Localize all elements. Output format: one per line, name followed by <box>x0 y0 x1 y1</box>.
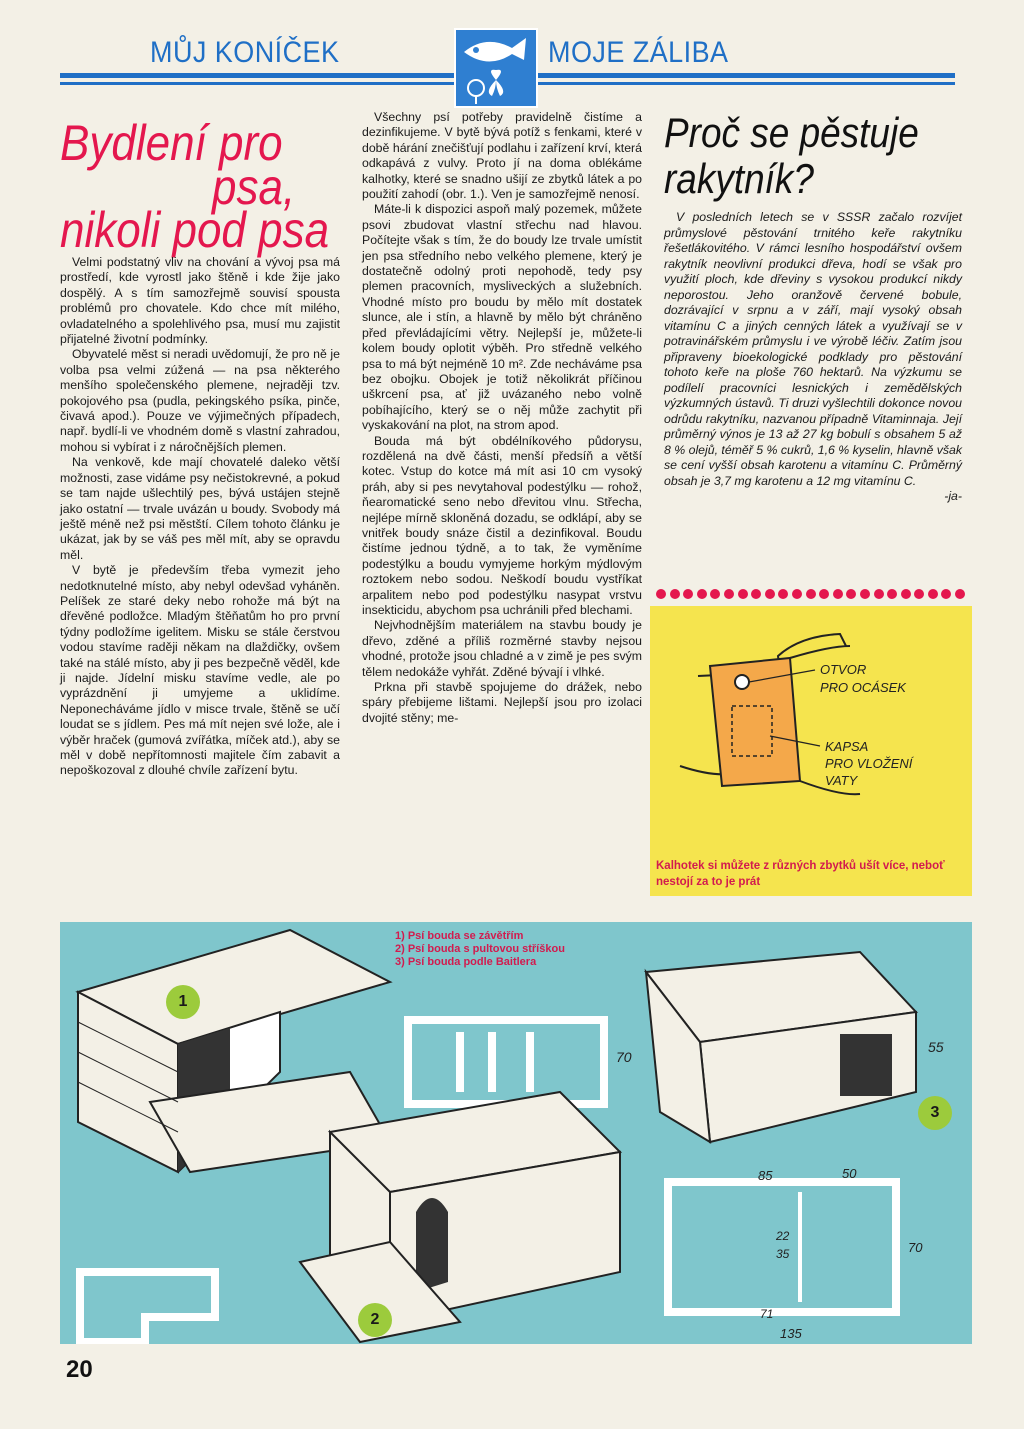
dim-50: 50 <box>842 1166 857 1181</box>
sketch-label-2b: PRO VLOŽENÍ <box>825 756 913 771</box>
paragraph: Obyvatelé měst si neradi uvědomují, že pro ně je volba psa velmi zúžená — na psa některého menšího společenského plemene, nejraději tzv. pokojového psa (pudla, pekingského psíka, pinče, čivavá apod.). Pouze ve výjimečných případech, např. bydlí-li ve vhodném domě s vlastní zahradou, mohou si vybírat i z náročnějších plemen. <box>60 347 340 454</box>
divider-dot <box>697 589 707 599</box>
divider-dot <box>846 589 856 599</box>
divider-dot <box>874 589 884 599</box>
article2-body <box>664 210 962 505</box>
paragraph: Prkna při stavbě spojujeme do drážek, nebo spáry přebijeme lištami. Nejlepší jsou pro izolaci dvojité stěny; me- <box>362 680 642 725</box>
article1-title-line3: nikoli pod psa <box>60 202 330 258</box>
divider-dot <box>738 589 748 599</box>
divider-dot <box>887 589 897 599</box>
header-left-title: MŮJ KONÍČEK <box>150 36 340 69</box>
divider-dot <box>656 589 666 599</box>
dotted-divider <box>656 586 971 602</box>
divider-dot <box>955 589 965 599</box>
legend-item: 3) Psí bouda podle Baitlera <box>395 956 537 968</box>
divider-dot <box>914 589 924 599</box>
paragraph: Bouda má být obdélníkového půdorysu, rozdělená na dvě části, menší předsíň a větší kotec. Vstup do kotce má mít asi 10 cm vysoký práh, aby si pes nevytahoval podestýlku — rohož, ňearomatické seno nebo dřevitou vlnu. Střecha, nejlépe mírně skloněná dozadu, se odklápí, aby se vnitřek boudy snáze čistil a dezinfikoval. Boudu čistíme jednou týdně, a to tak, že vyměníme podestýlku a boudu vymyjeme horkým mýdlovým roztokem nebo sodou. Neškodí boudu vystříkat arpalitem nebo pod podestýlku nasypat vrstvu insekticidu, abychom psa uchránili před blechami. <box>362 433 642 617</box>
dim-35: 35 <box>776 1247 790 1261</box>
divider-dot <box>751 589 761 599</box>
fish-butterfly-icon <box>456 30 536 106</box>
dim-55: 55 <box>928 1039 944 1055</box>
dim-135: 135 <box>780 1326 802 1341</box>
paragraph: V posledních letech se v SSSR začalo rozvíjet průmyslové pěstování trnitého keře rakytníku řešetlákovitého. V rámci lesního hospodářství ovšem rakytník neovlivní produkci dřeva, hodí se však pro využití ploch, kde dřeviny s vysokou produkcí nikdy neporostou. Jeho oranžově červené bobule, dozrávající v srpnu a v září, mají vysoký obsah vitamínu C a jiných cenných látek a využívají se v potravinářském průmyslu i ve výrobě léčiv. Zatím jsou připraveny bioekologické podklady pro pěstování tohoto keře na ploše 760 hektarů. Na výzkumu se podílelí pracovníci lesnických i zemědělských výzkumných ústavů. Ti druzi vyšlechtili dokonce novou odrůdu rakytníku, nazvanou případně Vitaminnaja. Její průměrný výnos je 13 až 27 kg bobulí s obsahem 5 až 8 % olejů, téměř 5 % cukrů, 1,6 % kyselin, hlavně však se cení vyšší obsah karotenu a vitamínu C. Průměrný obsah je 3,7 mg karotenu a 12 mg vitamínu C. <box>664 210 962 488</box>
figure-number-1: 1 <box>166 985 200 1019</box>
paragraph: Velmi podstatný vliv na chování a vývoj psa má prostředí, kde vyrostl jako štěně i kde žije jako dospělý. A s tím samozřejmě souvisí spousta problémů pro chovatele. Kdo chce mít milého, ovladatelného a spolehlivého psa, musí mu zajistit přijatelné životní podmínky. <box>60 255 340 347</box>
dog-panties-sketch <box>650 606 972 856</box>
doghouse-3-drawing <box>646 952 944 1142</box>
panties-sketch-panel <box>650 606 972 896</box>
dim-70b: 70 <box>908 1240 923 1255</box>
divider-dot <box>833 589 843 599</box>
signature: -ja- <box>944 489 962 503</box>
figure-number-2: 2 <box>358 1303 392 1337</box>
divider-dot <box>724 589 734 599</box>
doghouse-2-drawing <box>300 1092 620 1342</box>
divider-dot <box>941 589 951 599</box>
divider-dot <box>901 589 911 599</box>
article2-title-line2: rakytník? <box>664 155 814 202</box>
divider-dot <box>765 589 775 599</box>
legend-item: 1) Psí bouda se závětřím <box>395 930 524 942</box>
figure-legend <box>395 930 595 969</box>
doghouse-figures-panel <box>60 922 972 1344</box>
dim-85: 85 <box>758 1168 773 1183</box>
article1-column-2 <box>362 110 642 726</box>
sketch-caption: Kalhotek si můžete z různých zbytků ušít více, neboť nestojí za to je prát <box>656 860 945 888</box>
article1-column-1 <box>60 255 340 779</box>
doghouse-drawings <box>60 922 972 1344</box>
sketch-label-1a: OTVOR <box>820 662 867 677</box>
divider-dot <box>928 589 938 599</box>
divider-dot <box>792 589 802 599</box>
sketch-label-2a: KAPSA <box>825 739 869 754</box>
divider-dot <box>806 589 816 599</box>
section-logo <box>454 28 538 108</box>
paragraph: Na venkově, kde mají chovatelé daleko větší možnosti, zase vidáme psy nečistokrevné, a pokud se tam najde ušlechtilý pes, bývá ustájen stejně jako ostatní — trvale uvázán u boudy. Svobody má ještě méně než psi městští. Cílem tohoto článku je ukázat, jak by se váš pes měl mít, aby se opravdu měl. <box>60 455 340 562</box>
header-right-title: MOJE ZÁLIBA <box>548 36 729 69</box>
figure-number-3: 3 <box>918 1096 952 1130</box>
paragraph: Nejvhodnějším materiálem na stavbu boudy je dřevo, zděné a příliš rozměrné stavby nejsou vhodné, protože jsou chladné a v zimě je pes svým tělem nedokáže vyhřát. Zděné bývají i vlhké. <box>362 618 642 679</box>
dim-70: 70 <box>616 1049 632 1065</box>
sketch-label-1b: PRO OCÁSEK <box>820 680 906 695</box>
legend-item: 2) Psí bouda s pultovou stříškou <box>395 943 565 955</box>
divider-dot <box>860 589 870 599</box>
article1-title-line1: Bydlení pro <box>60 115 283 171</box>
page-number: 20 <box>66 1356 93 1383</box>
dim-22: 22 <box>776 1229 790 1243</box>
paragraph: Máte-li k dispozici aspoň malý pozemek, můžete psovi zbudovat vlastní střechu nad hlavou. Počítejte však s tím, že do boudy lze trvale umístit jen psa středního nebo velkého plemene, který je dostatečně odolný proti nepohodě, tedy psy plemen pracovních, mysliveckých a služebních. Vhodné místo pro boudu by mělo mít dostatek slunce, ale i stín, a hlavně by mělo být chráněno před převládajícími větry. Nejlepší je, můžete-li kolem boudy oplotit výběh. Pro středně velkého psa to má být nejméně 10 m². Zde necháváme psa bez obojku. Obojek je totiž několikrát příčinou uškrcení psa, ať již uvázaného nebo volně pobíhajícího, který se o něj může zachytit při vyskakování na plot, na strom apod. <box>362 202 642 433</box>
article1-title-line2: psa, <box>212 159 296 215</box>
paragraph: Všechny psí potřeby pravidelně čistíme a dezinfikujeme. V bytě bývá potíž s fenkami, které v době hárání znečišťují podlahu i zařízení krví, která odkapává z vulvy. Proto jí na doma oblékáme kalhotky, které se snadno ušijí ze zbytků látek a po použití zahodí (obr. 1.). Ven je samozřejmě nenosí. <box>362 110 642 202</box>
divider-dot <box>778 589 788 599</box>
paragraph: V bytě je především třeba vymezit jeho nedotknutelné místo, aby nebyl odevšad vyháněn. Pelíšek ze staré deky nebo rohože má být na dřevěné podložce. Mladým štěňatům ho pro první týdny podložíme igelitem. Misku se stále čerstvou vodou stavíme raději někam na dlaždičky, ovšem také na stálé místo, aby ji pes bezpečně věděl, kde ji najde. Jídelní misku stavíme vedle, ale po vyprázdnění ji umyjeme a uklidíme. Neponecháváme jídlo v misce trvale, štěně se učí loudat se s jídlem. Pes má mít nejen své lože, ale i výběr hraček (gumová zvířátka, míček atd.), aby se měl v době nepřítomnosti majitele čím zabavit a nepoškozoval z dlouhé chvíle zařízení bytu. <box>60 563 340 778</box>
divider-dot <box>710 589 720 599</box>
dim-71: 71 <box>760 1307 774 1321</box>
divider-dot <box>670 589 680 599</box>
sketch-label-2c: VATY <box>825 773 858 788</box>
divider-dot <box>819 589 829 599</box>
divider-dot <box>683 589 693 599</box>
article2-title-line1: Proč se pěstuje <box>664 109 919 156</box>
